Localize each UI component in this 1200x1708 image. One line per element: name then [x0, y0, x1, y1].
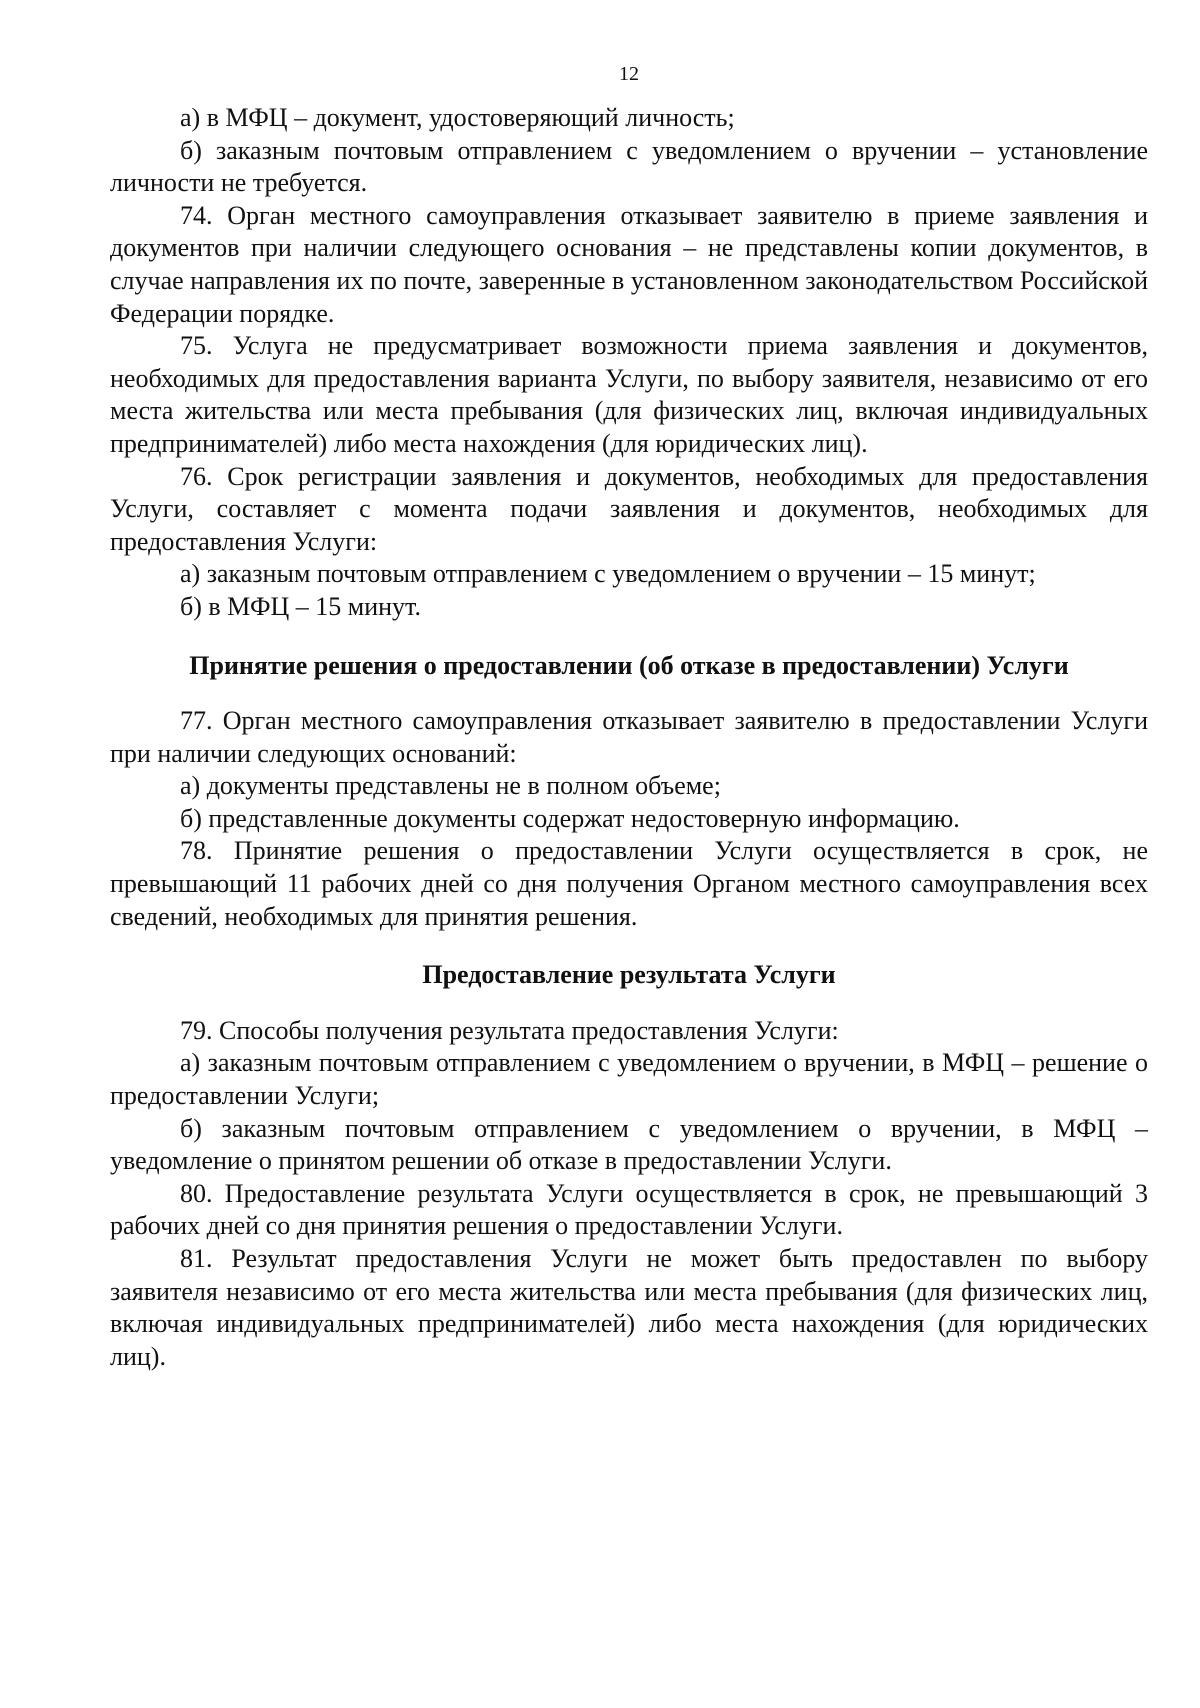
- paragraph-80: 80. Предоставление результата Услуги осуществляется в срок, не превышающий 3 рабочих дней со дня принятия решения о предоставлении Услуги.: [110, 1178, 1148, 1241]
- paragraph-77: 77. Орган местного самоуправления отказывает заявителю в предоставлении Услуги при наличии следующих оснований:: [110, 706, 1148, 768]
- paragraph-79: 79. Способы получения результата предоставления Услуги:: [180, 1015, 839, 1045]
- paragraph-78: 78. Принятие решения о предоставлении Услуги осуществляется в срок, не превышающий 11 рабочих дней со дня получения Органом местного самоуправления всех сведений, необходимых для принятия решения.: [110, 836, 1148, 931]
- paragraph-75: 75. Услуга не предусматривает возможности приема заявления и документов, необходимых для предоставления варианта Услуги, по выбору заявителя, независимо от его места жительства или места пребывания (для физических лиц, включая индивидуальных предпринимателей) либо места нахождения (для юридических лиц).: [110, 331, 1148, 458]
- paragraph-79-b: б) заказным почтовым отправлением с уведомлением о вручении, в МФЦ – уведомление о принятом решении об отказе в предоставлении Услуги.: [110, 1113, 1148, 1176]
- paragraph-item-b-mail: б) заказным почтовым отправлением с уведомлением о вручении – установление личности не требуется.: [110, 135, 1148, 198]
- paragraph-76: 76. Срок регистрации заявления и документов, необходимых для предоставления Услуги, составляет с момента подачи заявления и документов, необходимых для предоставления Услуги:: [110, 461, 1148, 556]
- section-heading-decision: Принятие решения о предоставлении (об отказе в предоставлении) Услуги: [189, 650, 1069, 680]
- paragraph-76-b: б) в МФЦ – 15 минут.: [180, 591, 421, 621]
- paragraph-76-a: а) заказным почтовым отправлением с уведомлением о вручении – 15 минут;: [180, 559, 1036, 589]
- paragraph-item-a-mfc: а) в МФЦ – документ, удостоверяющий личность;: [180, 103, 735, 132]
- paragraph-74: 74. Орган местного самоуправления отказывает заявителю в приеме заявления и документов при наличии следующего основания – не представлены копии документов, в случае направления их по почте, заверенные в установленном законодательством Российской Федерации порядке.: [110, 200, 1148, 328]
- paragraph-79-a: а) заказным почтовым отправлением с уведомлением о вручении, в МФЦ – решение о предоставлении Услуги;: [110, 1048, 1148, 1111]
- paragraph-77-b: б) представленные документы содержат недостоверную информацию.: [180, 803, 960, 833]
- section-heading-result: Предоставление результата Услуги: [422, 960, 836, 990]
- paragraph-81: 81. Результат предоставления Услуги не может быть предоставлен по выбору заявителя независимо от его места жительства или места пребывания (для физических лиц, включая индивидуальных предпринимателей) либо места нахождения (для юридических лиц).: [110, 1244, 1148, 1371]
- page-number: 12: [619, 63, 639, 85]
- paragraph-77-a: а) документы представлены не в полном объеме;: [180, 771, 721, 801]
